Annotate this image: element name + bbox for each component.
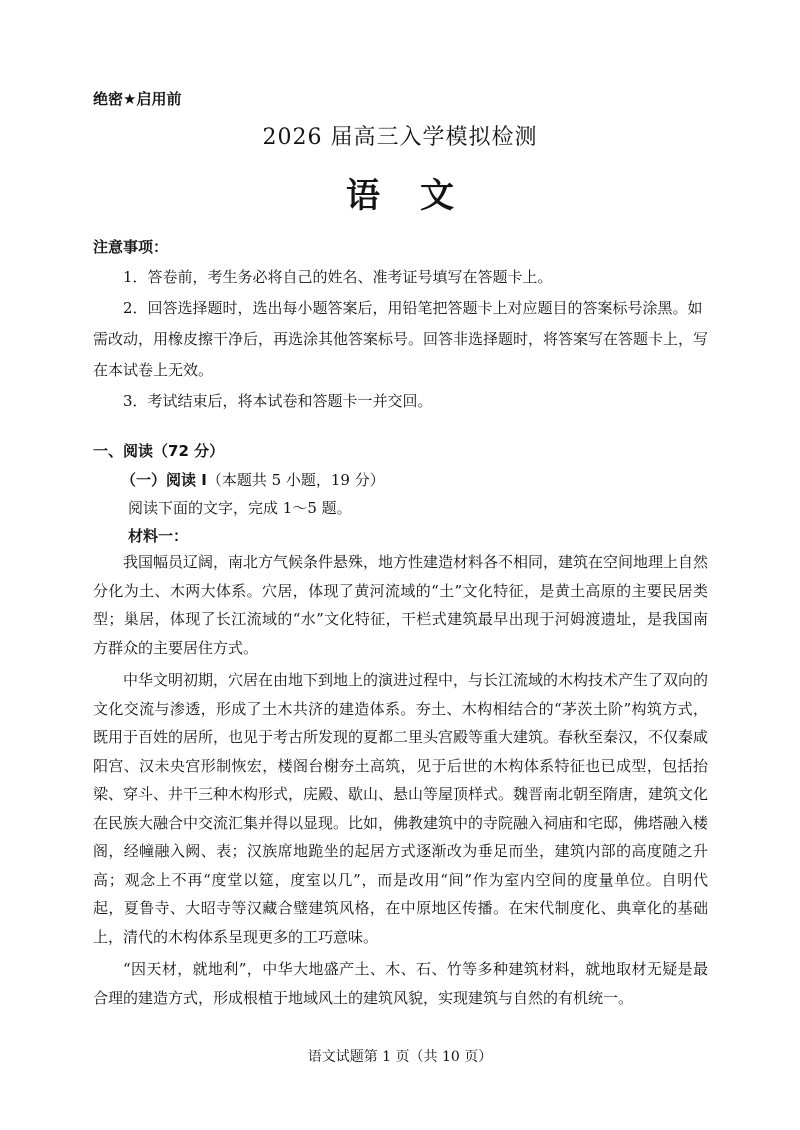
- page-footer: 语文试题第 1 页（共 10 页）: [307, 1049, 493, 1065]
- passage-paragraph: 我国幅员辽阔，南北方气候条件悬殊，地方性建造材料各不相同，建筑在空间地理上自然分化为土、木两大体系。穴居，体现了黄河流域的“土”文化特征，是黄土高原的主要民居类型；巢居，体现了长江流域的“水”文化特征，干栏式建筑最早出现于河姆渡遗址，是我国南方群众的主要居住方式。: [93, 553, 709, 657]
- passage-paragraph: “因天材，就地利”，中华大地盛产土、木、石、竹等多种建筑材料，就地取材无疑是最合理的建造方式，形成根植于地域风土的建筑风貌，实现建筑与自然的有机统一。: [93, 960, 708, 1007]
- material-label: 材料一：: [128, 527, 189, 545]
- notice-item: 2．回答选择题时，选出每小题答案后，用铅笔把答题卡上对应题目的答案标号涂黑。如需改动，用橡皮擦干净后，再选涂其他答案标号。回答非选择题时，将答案写在答题卡上，写在本试卷上无效。: [93, 299, 709, 379]
- notice-heading: 注意事项：: [93, 238, 169, 256]
- exam-title: 2026 届高三入学模拟检测: [262, 125, 538, 150]
- notice-item: 1．答卷前，考生务必将自己的姓名、准考证号填写在答题卡上。: [123, 268, 553, 286]
- subsection-note: （本题共 5 小题，19 分）: [206, 471, 385, 489]
- passage-paragraph: 中华文明初期，穴居在由地下到地上的演进过程中，与长江流域的木构技术产生了双向的文化交流与渗透，形成了土木共济的建造体系。夯土、木构相结合的“茅茨土阶”构筑方式，既用于百姓的居所，也见于考古所发现的夏都二里头宫殿等重大建筑。春秋至秦汉，不仅秦咸阳宫、汉未央宫形制恢宏，楼阁台榭夯土高筑，见于后世的木构体系特征也已成型，包括抬梁、穿斗、井干三种木构形式，庑殿、歇山、悬山等屋顶样式。魏晋南北朝至隋唐，建筑文化在民族大融合中交流汇集并得以显现。比如，佛教建筑中的寺院融入祠庙和宅邸，佛塔融入楼阁，经幢融入阙、表；汉族席地跪坐的起居方式逐渐改为垂足而坐，建筑内部的高度随之升高；观念上不再“度堂以筵，度室以几”，而是改用“间”作为室内空间的度量单位。自明代起，夏鲁寺、大昭寺等汉藏合璧建筑风格，在中原地区传播。在宋代制度化、典章化的基础上，清代的木构体系呈现更多的工巧意味。: [93, 671, 709, 946]
- section-heading: 一、阅读（72 分）: [93, 442, 225, 460]
- subject-title: 语文: [346, 176, 494, 216]
- confidential-mark: 绝密★启用前: [93, 90, 182, 108]
- reading-instruction: 阅读下面的文字，完成 1～5 题。: [128, 499, 352, 517]
- reading-passage: [93, 548, 708, 1016]
- subsection-heading: [121, 469, 385, 490]
- notice-item: 3．考试结束后，将本试卷和答题卡一并交回。: [123, 392, 433, 410]
- notice-list: [93, 262, 708, 417]
- subsection-title: （一）阅读 I: [121, 471, 207, 489]
